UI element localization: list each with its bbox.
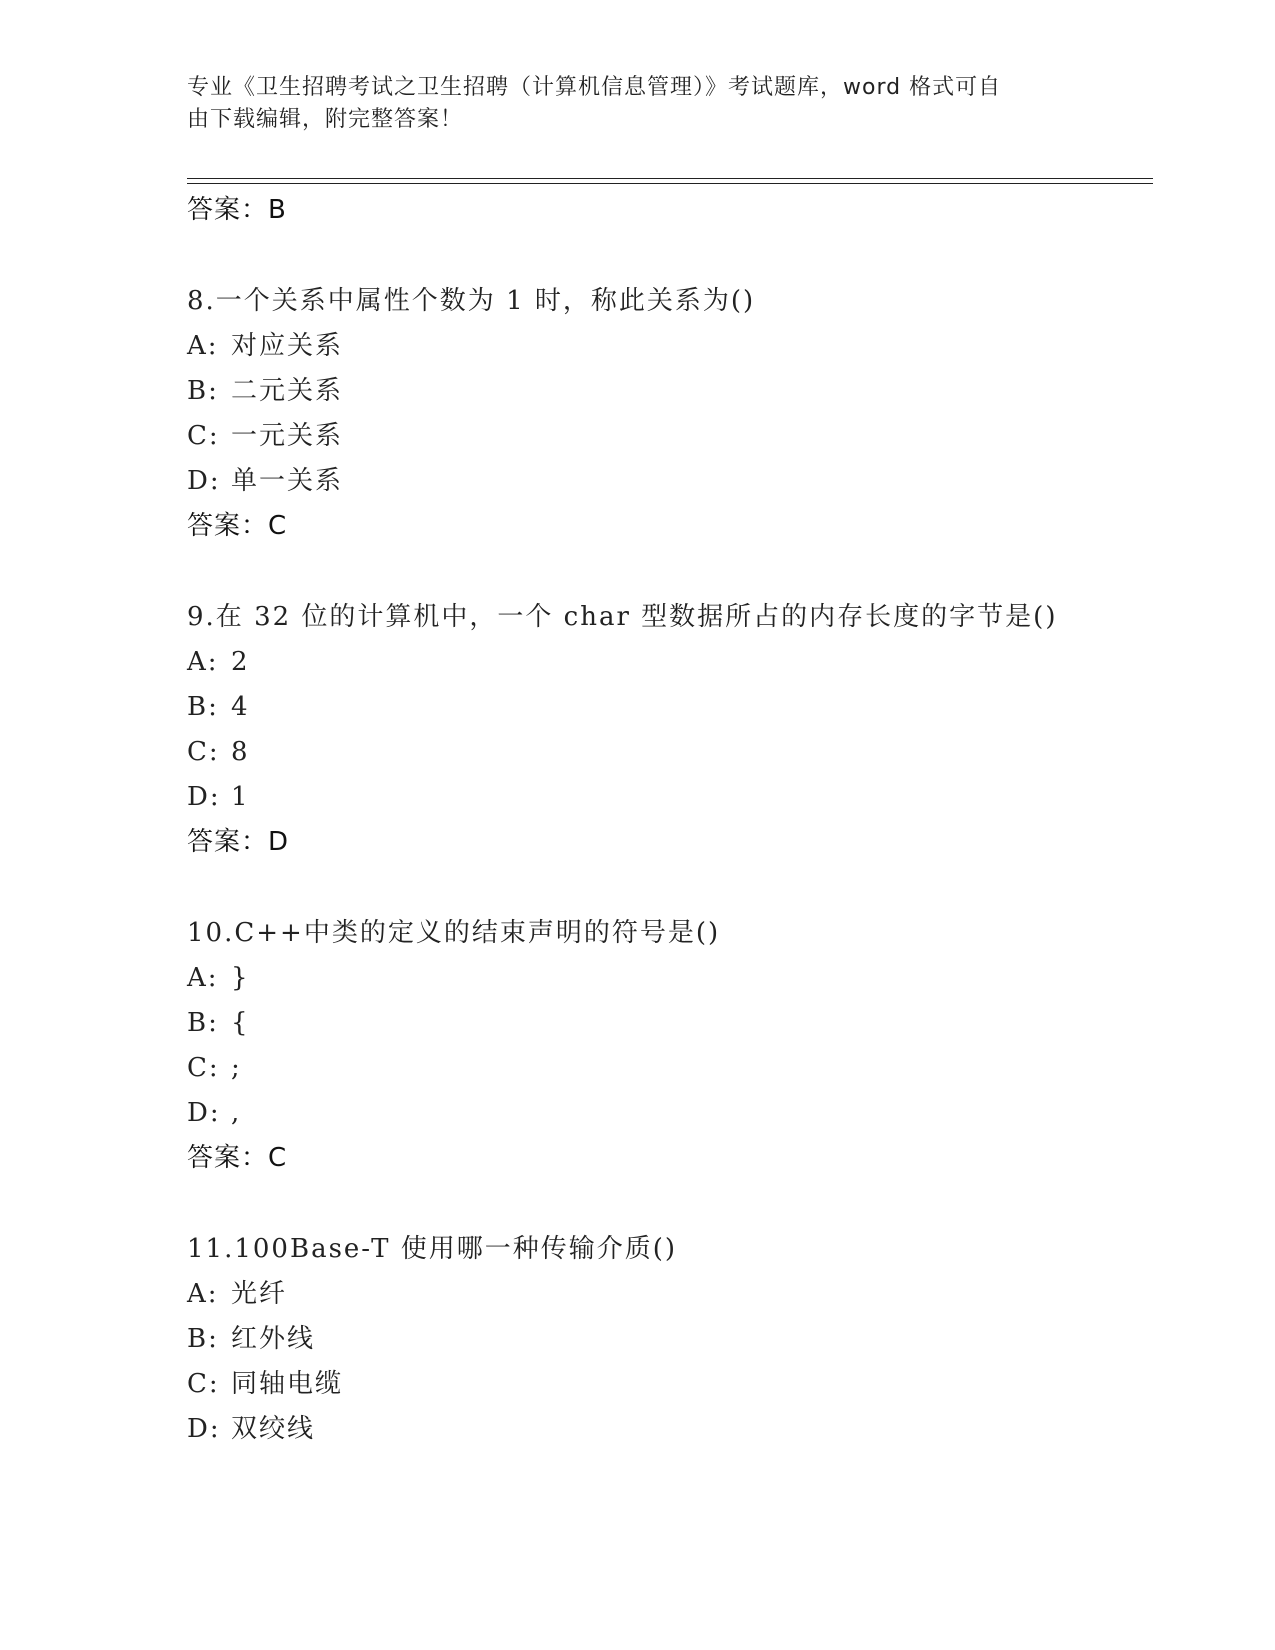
option-letter: C:: [187, 737, 220, 767]
option-letter: C:: [187, 1369, 220, 1399]
question-8-option-d: [187, 459, 1153, 504]
option-letter: B:: [187, 1008, 219, 1038]
option-text: 双绞线: [231, 1414, 316, 1444]
question-9: [187, 595, 1153, 865]
question-11: [187, 1227, 1153, 1452]
option-letter: D:: [187, 1414, 221, 1444]
question-11-option-c: [187, 1362, 1153, 1407]
question-9-option-a: [187, 640, 1153, 685]
question-10-option-b: [187, 1001, 1153, 1046]
question-list: [187, 188, 1153, 1452]
header-divider-top: [187, 178, 1153, 179]
option-text: 同轴电缆: [231, 1369, 344, 1399]
option-letter: A:: [187, 963, 219, 993]
question-11-text: 11.100Base-T 使用哪一种传输介质(): [187, 1234, 678, 1264]
question-11-option-a: [187, 1272, 1153, 1317]
question-8-option-b: [187, 369, 1153, 414]
option-text: 光纤: [231, 1279, 288, 1309]
option-letter: D:: [187, 1098, 221, 1128]
option-text: 二元关系: [231, 376, 344, 406]
question-10-text: 10.C++中类的定义的结束声明的符号是(): [187, 918, 721, 948]
option-letter: A:: [187, 331, 219, 361]
answer-8: 答案：C: [187, 511, 288, 541]
question-10: [187, 911, 1153, 1181]
header-divider-bottom: [187, 183, 1153, 184]
option-letter: C:: [187, 421, 220, 451]
answer-9: 答案：D: [187, 827, 290, 857]
option-letter: A:: [187, 647, 219, 677]
option-letter: D:: [187, 466, 221, 496]
option-text: ,: [231, 1098, 242, 1128]
option-text: }: [231, 963, 250, 993]
option-text: 红外线: [231, 1324, 316, 1354]
option-text: 2: [231, 647, 250, 677]
question-11-option-b: [187, 1317, 1153, 1362]
option-letter: C:: [187, 1053, 220, 1083]
header-line-1: 专业《卫生招聘考试之卫生招聘（计算机信息管理）》考试题库，word 格式可自: [187, 75, 1002, 100]
option-text: 对应关系: [231, 331, 344, 361]
option-text: 4: [231, 692, 250, 722]
question-11-option-d: [187, 1407, 1153, 1452]
option-text: 单一关系: [231, 466, 344, 496]
option-text: 8: [231, 737, 250, 767]
question-10-option-d: [187, 1091, 1153, 1136]
option-letter: B:: [187, 1324, 219, 1354]
option-letter: D:: [187, 782, 221, 812]
option-text: {: [231, 1008, 250, 1038]
question-8: [187, 279, 1153, 549]
question-10-option-a: [187, 956, 1153, 1001]
option-letter: B:: [187, 692, 219, 722]
option-letter: A:: [187, 1279, 219, 1309]
question-9-option-b: [187, 685, 1153, 730]
option-text: 一元关系: [231, 421, 344, 451]
answer-10: 答案：C: [187, 1143, 288, 1173]
answer-7: 答案：B: [187, 195, 287, 225]
question-8-text: 8.一个关系中属性个数为 1 时，称此关系为(): [187, 286, 756, 316]
question-8-option-a: [187, 324, 1153, 369]
question-8-option-c: [187, 414, 1153, 459]
question-9-text: 9.在 32 位的计算机中，一个 char 型数据所占的内存长度的字节是(): [187, 602, 1058, 632]
option-text: 1: [231, 782, 250, 812]
question-10-option-c: [187, 1046, 1153, 1091]
header-line-2: 由下载编辑，附完整答案！: [187, 107, 464, 132]
question-9-option-d: [187, 775, 1153, 820]
option-text: ;: [231, 1053, 242, 1083]
question-9-option-c: [187, 730, 1153, 775]
document-header: [187, 72, 1067, 136]
option-letter: B:: [187, 376, 219, 406]
